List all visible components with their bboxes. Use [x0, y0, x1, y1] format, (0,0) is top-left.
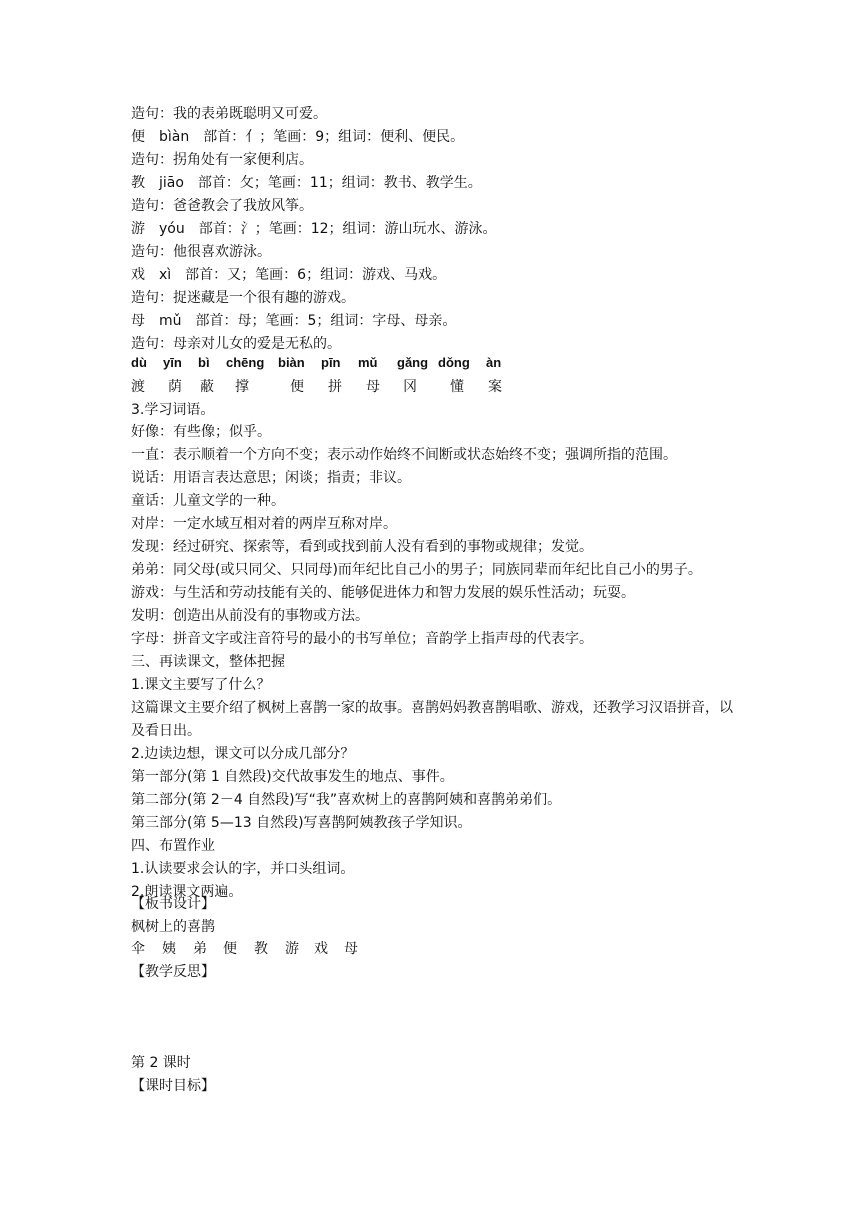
- vocab-item: 发明：创造出从前没有的事物或方法。: [131, 608, 369, 624]
- answer-paragraph: 这篇课文主要介绍了枫树上喜鹊一家的故事。喜鹊妈妈教喜鹊唱歌、游戏，还教学习汉语拼音，以及看日出。: [131, 700, 733, 739]
- pinyin-cell: biàn: [278, 355, 305, 370]
- board-title: 枫树上的喜鹊: [131, 919, 215, 935]
- vocab-heading: 3.学习词语。: [131, 402, 215, 418]
- part-line: 第三部分(第 5—13 自然段)写喜鹊阿姨教孩子学知识。: [131, 815, 472, 831]
- hanzi-cell: 懂: [450, 379, 464, 395]
- board-char: 母: [344, 941, 358, 957]
- pinyin-cell: pīn: [321, 355, 341, 370]
- sentence-line: 造句：捉迷藏是一个很有趣的游戏。: [131, 290, 355, 306]
- board-char: 便: [223, 941, 237, 957]
- hanzi-cell: 蔽: [200, 379, 214, 395]
- hanzi-cell: 渡: [131, 379, 145, 395]
- vocab-item: 游戏：与生活和劳动技能有关的、能够促进体力和智力发展的娱乐性活动；玩耍。: [131, 585, 635, 601]
- vocab-item: 好像：有些像；似乎。: [131, 424, 271, 440]
- vocab-item: 发现：经过研究、探索等，看到或找到前人没有看到的事物或规律；发觉。: [131, 539, 593, 555]
- pinyin-cell: àn: [486, 355, 502, 370]
- question: 1.课文主要写了什么？: [131, 677, 271, 693]
- sentence-line: 造句：母亲对儿女的爱是无私的。: [131, 336, 341, 352]
- sentence-line: 造句：他很喜欢游泳。: [131, 244, 271, 260]
- board-char: 弟: [193, 941, 207, 957]
- pinyin-cell: gǎng: [397, 355, 429, 370]
- hanzi-cell: 冈: [403, 379, 417, 395]
- section-heading: 四、布置作业: [131, 838, 215, 854]
- vocab-item: 弟弟：同父母(或只同父、只同母)而年纪比自己小的男子；同族同辈而年纪比自己小的男子。: [131, 562, 702, 578]
- part-line: 第一部分(第 1 自然段)交代故事发生的地点、事件。: [131, 769, 454, 785]
- vocab-item: 一直：表示顺着一个方向不变；表示动作始终不间断或状态始终不变；强调所指的范围。: [131, 447, 677, 463]
- pinyin-row: [0, 352, 860, 374]
- homework-item: 2.朗读课文两遍。: [131, 884, 243, 900]
- reflection-heading: 【教学反思】: [131, 964, 215, 980]
- char-entry-mu: 母 mǔ 部首：母；笔画：5；组词：字母、母亲。: [131, 313, 457, 329]
- pinyin-cell: bì: [198, 355, 210, 370]
- char-entry-xi: 戏 xì 部首：又；笔画：6；组词：游戏、马戏。: [131, 267, 447, 283]
- char-entry-you: 游 yóu 部首：氵；笔画：12；组词：游山玩水、游泳。: [131, 221, 497, 237]
- hanzi-cell: 案: [488, 379, 502, 395]
- board-char: 教: [254, 941, 268, 957]
- char-entry-bian: 便 bìàn 部首：亻；笔画：9；组词：便利、便民。: [131, 129, 465, 145]
- section-heading: 三、再读课文，整体把握: [131, 654, 285, 670]
- hanzi-row: [0, 376, 860, 398]
- hanzi-cell: 拼: [328, 379, 342, 395]
- vocab-item: 童话：儿童文学的一种。: [131, 493, 285, 509]
- board-heading: 【板书设计】: [131, 896, 215, 912]
- board-char: 戏: [314, 941, 328, 957]
- sentence-line: 造句：拐角处有一家便利店。: [131, 152, 313, 168]
- vocab-item: 对岸：一定水域互相对着的两岸互称对岸。: [131, 516, 397, 532]
- hanzi-cell: 撑: [235, 379, 249, 395]
- hanzi-cell: 荫: [168, 379, 182, 395]
- goals-heading: 【课时目标】: [131, 1078, 215, 1094]
- board-char: 姨: [162, 941, 176, 957]
- board-chars-row: [0, 938, 860, 960]
- board-char: 游: [285, 941, 299, 957]
- vocab-item: 说话：用语言表达意思；闲谈；指责；非议。: [131, 470, 411, 486]
- sentence-line: 造句：爸爸教会了我放风筝。: [131, 198, 313, 214]
- lesson-title: 第 2 课时: [131, 1055, 191, 1071]
- pinyin-cell: dù: [131, 355, 147, 370]
- char-entry-jiao: 教 jiāo 部首：攵；笔画：11；组词：教书、教学生。: [131, 175, 482, 191]
- pinyin-cell: chēng: [226, 355, 265, 370]
- pinyin-cell: dǒng: [438, 355, 470, 370]
- question: 2.边读边想，课文可以分成几部分？: [131, 746, 355, 762]
- sentence-line: 造句：我的表弟既聪明又可爱。: [131, 106, 327, 122]
- board-char: 伞: [131, 941, 145, 957]
- hanzi-cell: 便: [290, 379, 304, 395]
- vocab-item: 字母：拼音文字或注音符号的最小的书写单位；音韵学上指声母的代表字。: [131, 631, 593, 647]
- pinyin-cell: mǔ: [358, 355, 378, 370]
- hanzi-cell: 母: [366, 379, 380, 395]
- homework-item: 1.认读要求会认的字，并口头组词。: [131, 861, 355, 877]
- pinyin-cell: yīn: [163, 355, 182, 370]
- part-line: 第二部分(第 2－4 自然段)写“我”喜欢树上的喜鹊阿姨和喜鹊弟弟们。: [131, 792, 562, 808]
